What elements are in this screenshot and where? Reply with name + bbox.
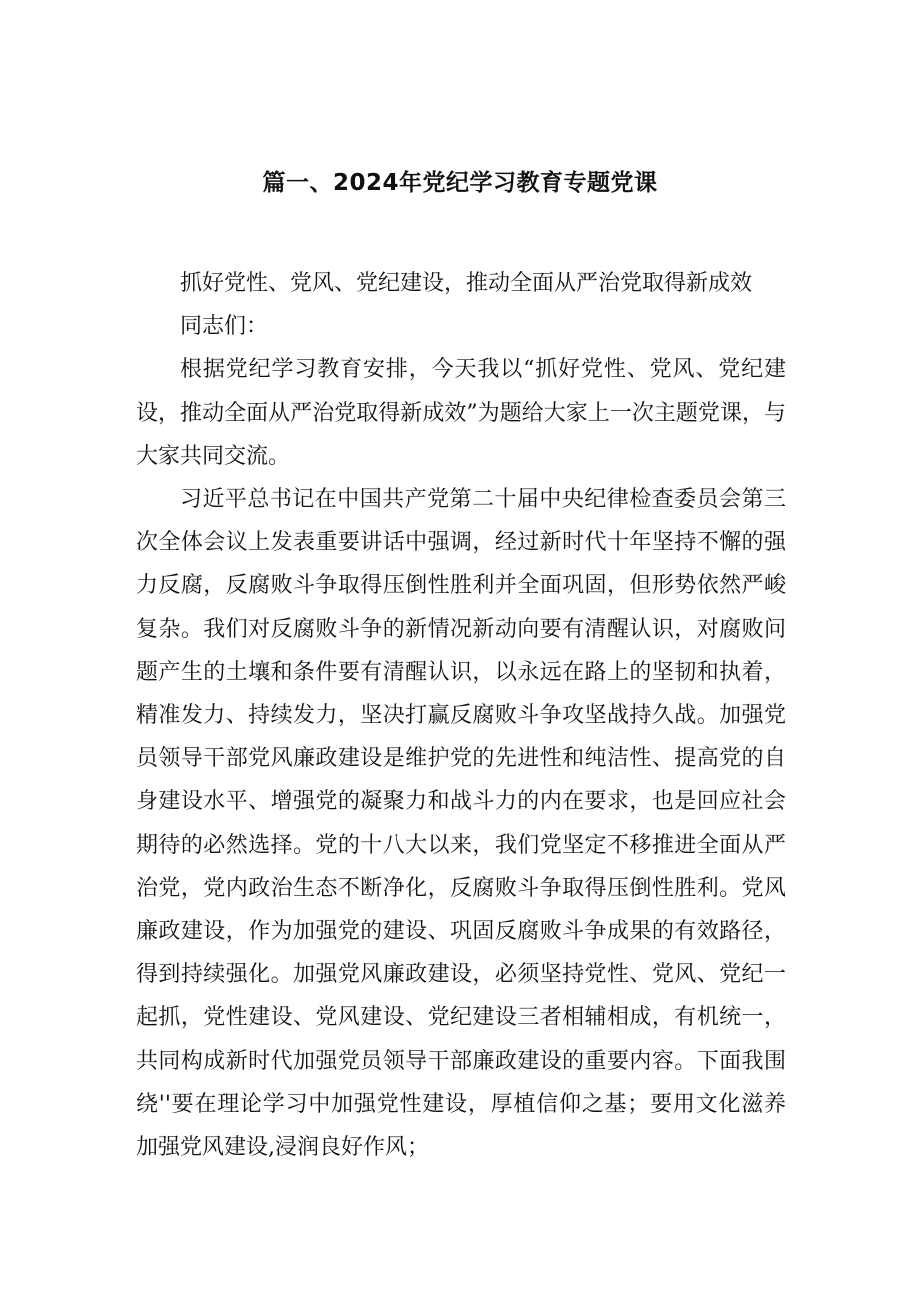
subtitle-paragraph: 抓好党性、党风、党纪建设，推动全面从严治党取得新成效 [180, 271, 753, 296]
salutation-paragraph: 同志们： [180, 314, 269, 340]
document-title: 篇一、2024年党纪学习教育专题党课 [262, 170, 658, 196]
intro-paragraph: 根据党纪学习教育安排，今天我以“抓好党性、党风、党纪建设，推动全面从严治党取得新成效”为题给大家上一次主题党课，与大家共同交流。 [136, 357, 786, 469]
main-paragraph: 习近平总书记在中国共产党第二十届中央纪律检查委员会第三次全体会议上发表重要讲话中强调，经过新时代十年坚持不懈的强力反腐，反腐败斗争取得压倒性胜利并全面巩固，但形势依然严峻复杂。我们对反腐败斗争的新情况新动向要有清醒认识，对腐败问题产生的土壤和条件要有清醒认识，以永远在路上的坚韧和执着，精准发力、持续发力，坚决打赢反腐败斗争攻坚战持久战。加强党员领导干部党风廉政建设是维护党的先进性和纯洁性、提高党的自身建设水平、增强党的凝聚力和战斗力的内在要求，也是回应社会期待的必然选择。党的十八大以来，我们党坚定不移推进全面从严治党，党内政治生态不断净化，反腐败斗争取得压倒性胜利。党风廉政建设，作为加强党的建设、巩固反腐败斗争成果的有效路径，得到持续强化。加强党风廉政建设，必须坚持党性、党风、党纪一起抓，党性建设、党风建设、党纪建设三者相辅相成，有机统一，共同构成新时代加强党员领导干部廉政建设的重要内容。下面我围绕''要在理论学习中加强党性建设，厚植信仰之基；要用文化滋养加强党风建设,浸润良好作风； [136, 487, 786, 1161]
document-body [136, 262, 786, 1169]
